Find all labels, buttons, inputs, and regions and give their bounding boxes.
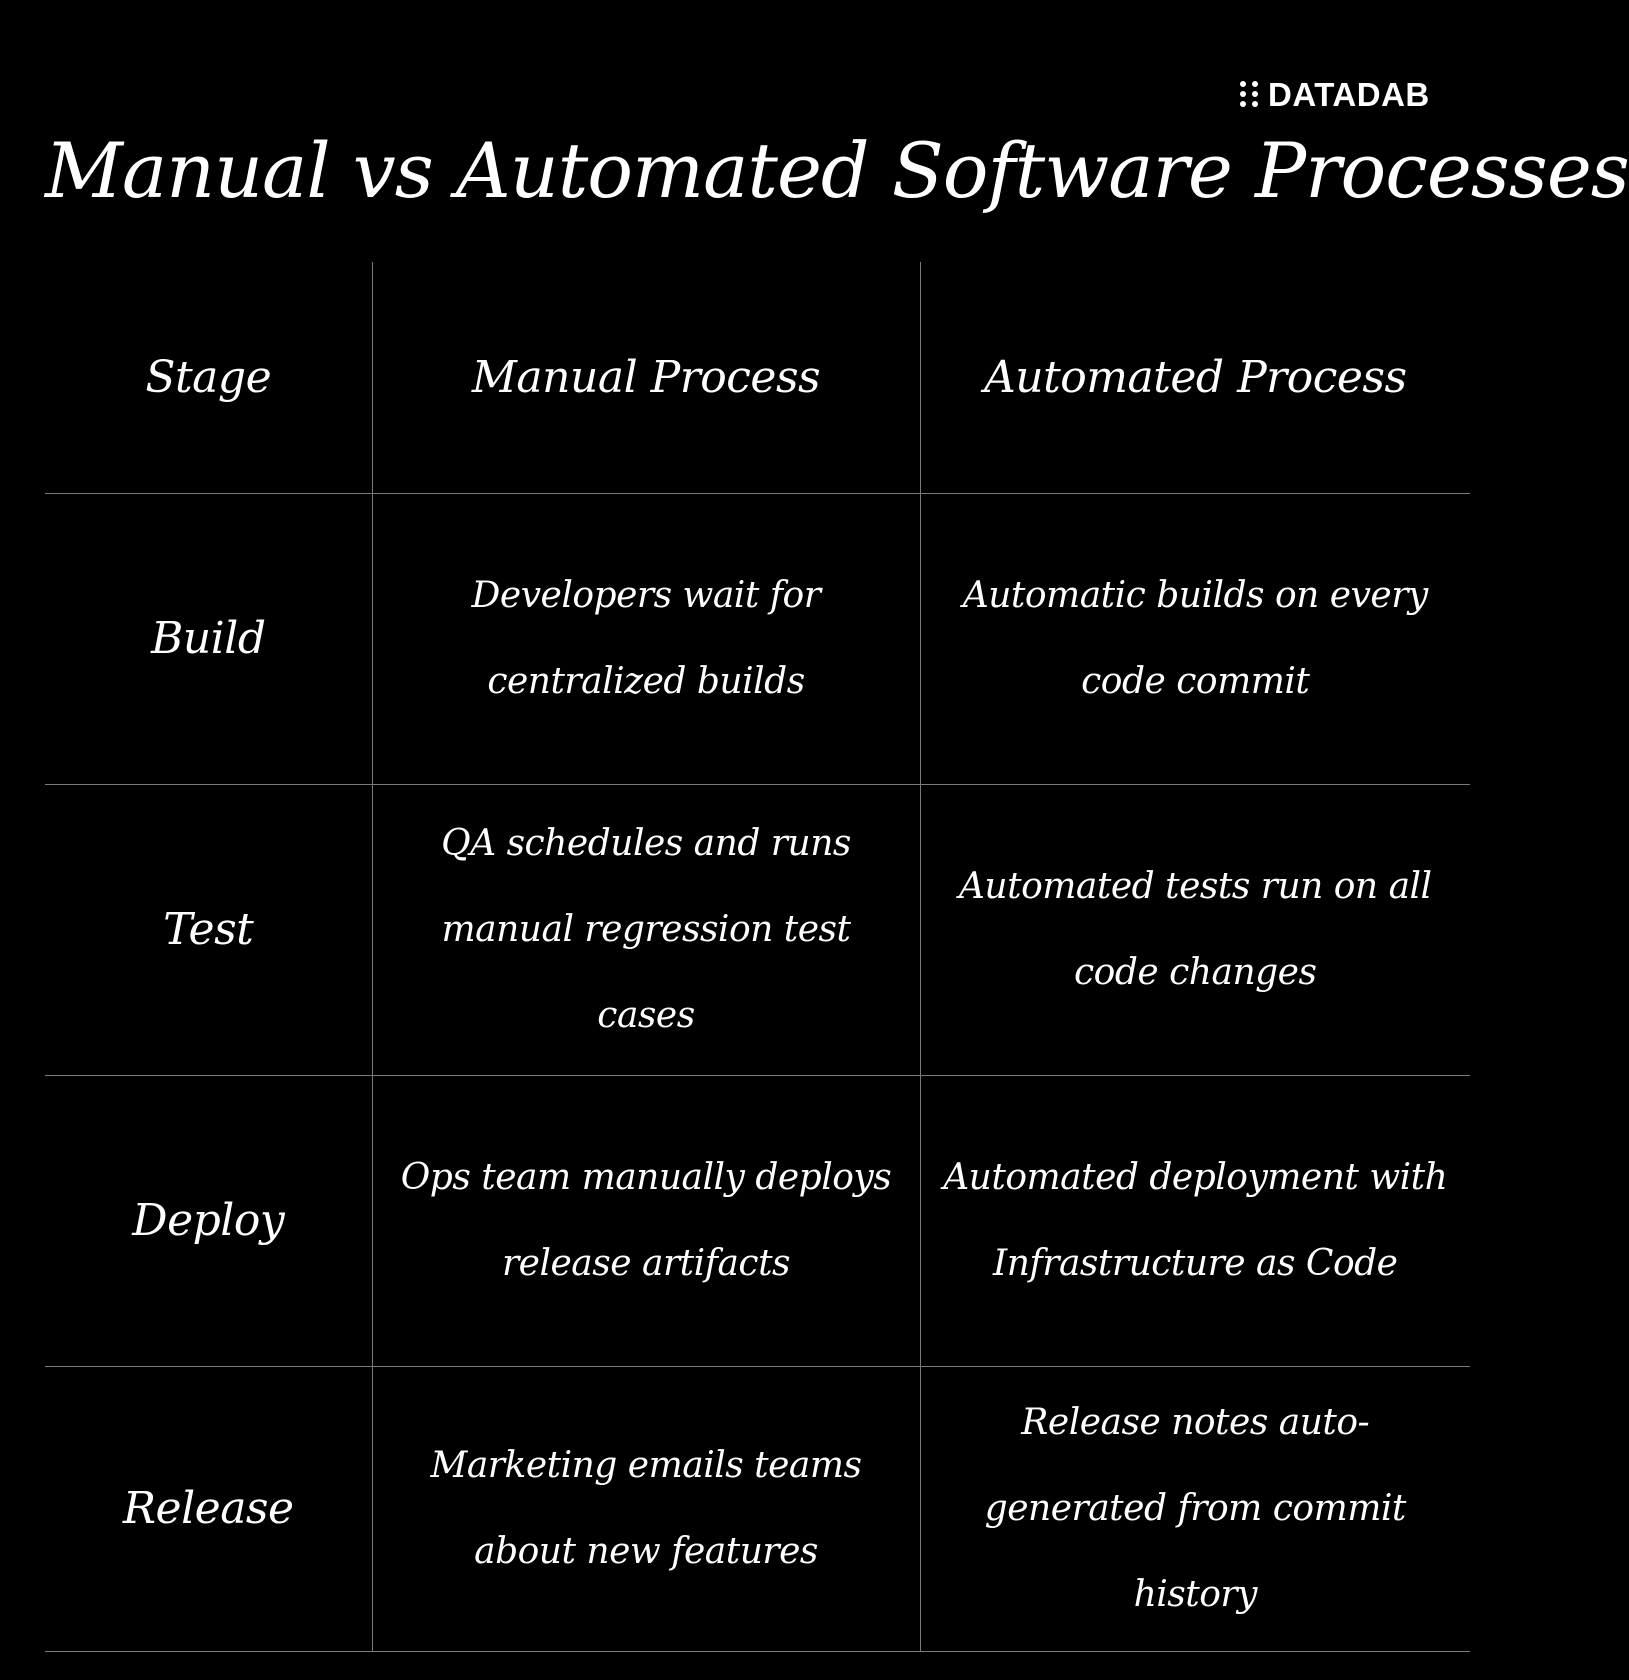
brand-logo (1240, 70, 1430, 120)
page-title: Manual vs Automated Software Processes (45, 126, 1629, 216)
automated-process-cell: Release notes auto-generated from commit history (920, 1367, 1470, 1652)
header-manual-process: Manual Process (372, 262, 920, 494)
table-row (45, 1367, 1470, 1652)
automated-process-cell: Automated deployment with Infrastructure as Code (920, 1076, 1470, 1367)
stage-cell: Build (45, 494, 372, 785)
manual-process-cell: Ops team manually deploys release artifacts (372, 1076, 920, 1367)
automated-process-cell: Automatic builds on every code commit (920, 494, 1470, 785)
table-header-row (45, 262, 1470, 494)
manual-process-cell: Marketing emails teams about new features (372, 1367, 920, 1652)
manual-process-cell: QA schedules and runs manual regression test cases (372, 785, 920, 1076)
stage-cell: Test (45, 785, 372, 1076)
manual-process-cell: Developers wait for centralized builds (372, 494, 920, 785)
comparison-table (45, 262, 1470, 1652)
brand-name: DATADAB (1268, 76, 1430, 113)
table-row (45, 1076, 1470, 1367)
automated-process-cell: Automated tests run on all code changes (920, 785, 1470, 1076)
header-stage: Stage (45, 262, 372, 494)
table-row (45, 494, 1470, 785)
header-automated-process: Automated Process (920, 262, 1470, 494)
stage-cell: Deploy (45, 1076, 372, 1367)
table-row (45, 785, 1470, 1076)
grid-dots-icon (1240, 81, 1260, 109)
stage-cell: Release (45, 1367, 372, 1652)
